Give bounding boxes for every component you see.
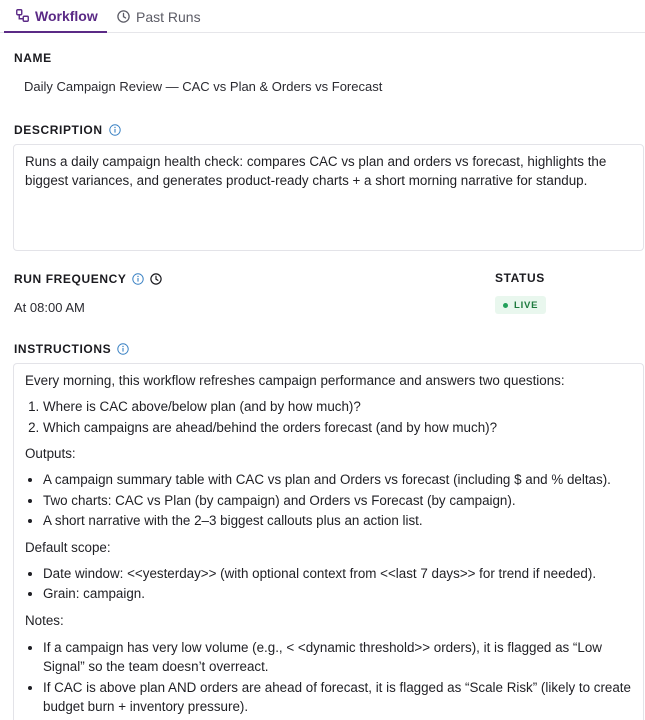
info-icon[interactable] (132, 273, 144, 285)
tab-past-runs-label: Past Runs (136, 8, 201, 25)
list-item: • A campaign summary table with CAC vs plan and Orders vs forecast (including $ and % deltas). (43, 471, 632, 490)
scope-heading: Default scope: (25, 539, 111, 555)
status-badge-label: LIVE (514, 299, 539, 311)
name-label-row (14, 51, 52, 65)
status-label-row (495, 271, 545, 285)
info-icon[interactable] (109, 124, 121, 136)
tab-past-runs[interactable] (117, 0, 201, 33)
name-label: NAME (14, 51, 52, 65)
tab-workflow[interactable] (4, 0, 107, 33)
instructions-intro: Every morning, this workflow refreshes campaign performance and answers two questions: (25, 373, 565, 388)
status-badge (495, 296, 546, 314)
description-label: DESCRIPTION (14, 123, 103, 137)
outputs-list (25, 471, 632, 531)
description-label-row (14, 123, 121, 137)
run-frequency-value[interactable]: At 08:00 AM (14, 300, 85, 315)
list-item: 1. Where is CAC above/below plan (and by how much)? (43, 398, 632, 417)
list-item: • If CAC is above plan AND orders are ahead of forecast, it is flagged as “Scale Risk” (likely to create budget burn + inventory pressure). (43, 678, 632, 716)
instructions-label: INSTRUCTIONS (14, 342, 112, 356)
list-item: • Two charts: CAC vs Plan (by campaign) and Orders vs Forecast (by campaign). (43, 492, 632, 511)
tab-workflow-label: Workflow (35, 7, 98, 24)
list-item: • Date window: <<yesterday>> (with optional context from <<last 7 days>> for trend if needed). (43, 565, 632, 584)
clock-icon (117, 10, 130, 23)
instructions-label-row (14, 342, 129, 356)
scope-list (25, 565, 632, 604)
run-frequency-label-row (14, 272, 162, 286)
notes-list (25, 638, 632, 716)
status-label: STATUS (495, 271, 545, 285)
notes-heading: Notes: (25, 612, 64, 628)
outputs-heading: Outputs: (25, 446, 76, 461)
clock-icon[interactable] (150, 273, 162, 285)
info-icon[interactable] (117, 343, 129, 355)
questions-list (25, 398, 632, 437)
tab-bar (0, 0, 645, 33)
live-dot-icon (503, 303, 508, 308)
list-item: • If a campaign has very low volume (e.g., < <dynamic threshold>> orders), it is flagged as “Low Signal” so the team doesn’t overreact. (43, 638, 632, 676)
list-item: • Grain: campaign. (43, 585, 632, 604)
workflow-icon (16, 9, 29, 22)
name-value[interactable]: Daily Campaign Review — CAC vs Plan & Orders vs Forecast (24, 79, 383, 94)
instructions-field[interactable] (13, 363, 644, 720)
list-item: 2. Which campaigns are ahead/behind the orders forecast (and by how much)? (43, 419, 632, 438)
description-field[interactable]: Runs a daily campaign health check: compares CAC vs plan and orders vs forecast, highlights the biggest variances, and generates product-ready charts + a short morning narrative for standup. (13, 144, 644, 251)
list-item: • A short narrative with the 2–3 biggest callouts plus an action list. (43, 512, 632, 531)
run-frequency-label: RUN FREQUENCY (14, 272, 127, 286)
